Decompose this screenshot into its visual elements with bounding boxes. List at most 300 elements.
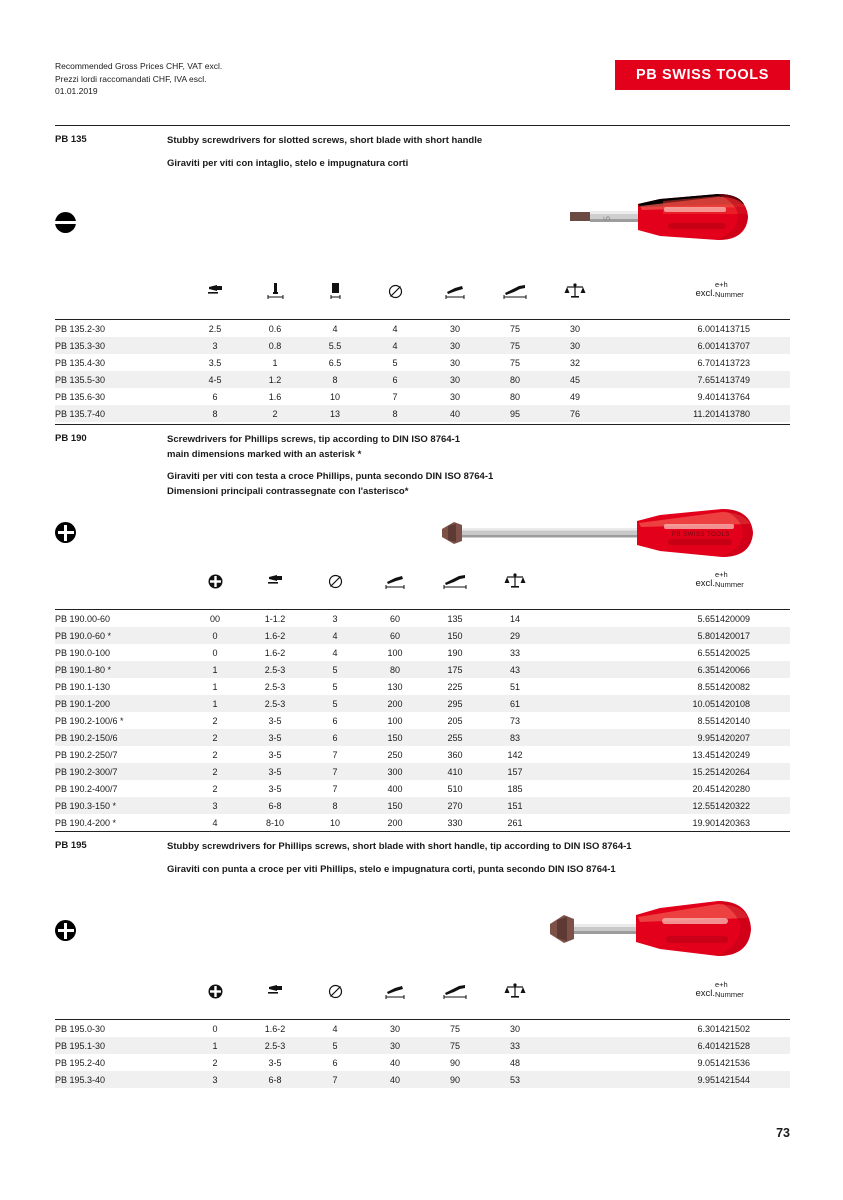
cell-price: 9.95 bbox=[697, 732, 715, 743]
cell-article: 1420066 bbox=[715, 664, 751, 675]
cell-name: PB 135.3-30 bbox=[55, 340, 106, 351]
cell-name: PB 190.2-250/7 bbox=[55, 749, 118, 760]
table-row bbox=[55, 712, 790, 729]
section-heading bbox=[55, 425, 790, 499]
cell-c2: 1.6 bbox=[268, 391, 282, 402]
spec-table-pb-190 bbox=[55, 555, 790, 831]
table-row bbox=[55, 627, 790, 644]
cell-c5: 360 bbox=[447, 749, 463, 760]
col-icon-total-length bbox=[425, 965, 485, 1002]
cell-c3: 4 bbox=[332, 323, 338, 334]
col-icon-diameter bbox=[365, 265, 425, 302]
cell-c3: 5 bbox=[332, 698, 338, 709]
section-pb-190 bbox=[55, 424, 790, 499]
cell-c5: 295 bbox=[447, 698, 463, 709]
cell-c5: 330 bbox=[447, 817, 463, 828]
cell-c1: 6 bbox=[212, 391, 218, 402]
cell-c2: 0.6 bbox=[268, 323, 282, 334]
cell-price: 9.40 bbox=[697, 391, 715, 402]
price-notice-line-en: Recommended Gross Prices CHF, VAT excl. bbox=[55, 61, 223, 71]
cell-name: PB 190.2-100/6 * bbox=[55, 715, 124, 726]
cell-c1: 2 bbox=[212, 766, 218, 777]
cell-c6: 48 bbox=[509, 1057, 520, 1068]
table-row bbox=[55, 729, 790, 746]
cell-price: 8.55 bbox=[697, 681, 715, 692]
cell-c2: 2.5-3 bbox=[264, 1040, 286, 1051]
cell-name: PB 195.0-30 bbox=[55, 1023, 106, 1034]
cell-c6: 80 bbox=[509, 374, 520, 385]
cell-c7: 45 bbox=[569, 374, 580, 385]
col-icon-blade-length bbox=[365, 555, 425, 592]
cell-c2: 1.6-2 bbox=[264, 630, 286, 641]
cell-c2: 3-5 bbox=[268, 783, 282, 794]
spec-table-body-pb-190 bbox=[55, 610, 790, 832]
col-icon-blade-thickness bbox=[305, 265, 365, 302]
cell-c3: 7 bbox=[332, 783, 338, 794]
article-label-line1: e+h bbox=[715, 980, 728, 989]
cell-c5: 40 bbox=[449, 408, 460, 419]
cell-c1: 3.5 bbox=[208, 357, 222, 368]
cell-name: PB 190.2-300/7 bbox=[55, 766, 118, 777]
cell-article: 1413749 bbox=[715, 374, 751, 385]
section-heading bbox=[55, 832, 790, 877]
cell-c1: 3 bbox=[212, 1074, 218, 1085]
col-icon-total-length bbox=[425, 555, 485, 592]
svg-text:PB SWISS TOOLS: PB SWISS TOOLS bbox=[672, 532, 730, 538]
cell-c2: 6-8 bbox=[268, 1074, 282, 1085]
table-row bbox=[55, 1054, 790, 1071]
col-icon-phillips-size bbox=[185, 965, 245, 1002]
cell-c3: 10 bbox=[329, 391, 340, 402]
cell-c3: 7 bbox=[332, 1074, 338, 1085]
cell-c3: 4 bbox=[332, 647, 338, 658]
cell-name: PB 135.5-30 bbox=[55, 374, 106, 385]
cell-c2: 2.5-3 bbox=[264, 681, 286, 692]
cell-c1: 0 bbox=[212, 630, 218, 641]
cell-name: PB 190.1-80 * bbox=[55, 664, 112, 675]
cell-c1: 4-5 bbox=[208, 374, 222, 385]
cell-c3: 8 bbox=[332, 800, 338, 811]
cell-c1: 1 bbox=[212, 681, 218, 692]
cell-price: 12.55 bbox=[692, 800, 715, 811]
cell-c1: 4 bbox=[212, 817, 218, 828]
cell-c2: 3-5 bbox=[268, 732, 282, 743]
cell-c4: 4 bbox=[392, 340, 398, 351]
cell-c3: 13 bbox=[329, 408, 340, 419]
cell-price: 20.45 bbox=[692, 783, 715, 794]
cell-article: 1420025 bbox=[715, 647, 751, 658]
article-label-line2: Nummer bbox=[715, 289, 744, 299]
cell-c3: 4 bbox=[332, 1023, 338, 1034]
cell-price: 8.55 bbox=[697, 715, 715, 726]
cell-c1: 8 bbox=[212, 408, 218, 419]
cell-name: PB 195.1-30 bbox=[55, 1040, 106, 1051]
cell-c1: 3 bbox=[212, 340, 218, 351]
cell-c5: 205 bbox=[447, 715, 463, 726]
cell-c1: 2 bbox=[212, 749, 218, 760]
cell-c5: 190 bbox=[447, 647, 463, 658]
cell-c4: 40 bbox=[389, 1074, 400, 1085]
col-icon-weight bbox=[545, 265, 605, 302]
section-title-it: Giraviti per viti con intaglio, stelo e impugnatura corti bbox=[167, 157, 409, 169]
cell-c4: 200 bbox=[387, 698, 403, 709]
cell-c2: 3-5 bbox=[268, 1057, 282, 1068]
cell-c4: 30 bbox=[389, 1023, 400, 1034]
cell-c1: 2 bbox=[212, 783, 218, 794]
cell-name: PB 190.4-200 * bbox=[55, 817, 117, 828]
cell-c1: 1 bbox=[212, 1040, 218, 1051]
cell-c3: 6 bbox=[332, 715, 338, 726]
cell-c5: 30 bbox=[449, 357, 460, 368]
cell-c5: 30 bbox=[449, 374, 460, 385]
col-icon-weight bbox=[485, 965, 545, 1002]
cell-c3: 6 bbox=[332, 732, 338, 743]
cell-c5: 150 bbox=[447, 630, 463, 641]
cell-c4: 80 bbox=[389, 664, 400, 675]
col-header-article bbox=[715, 265, 790, 302]
cell-name: PB 195.2-40 bbox=[55, 1057, 106, 1068]
cell-price: 6.00 bbox=[697, 340, 715, 351]
cell-c1: 2.5 bbox=[208, 323, 222, 334]
spec-table-body-pb-135 bbox=[55, 320, 790, 423]
col-icon-weight bbox=[485, 555, 545, 592]
cell-c5: 90 bbox=[449, 1057, 460, 1068]
section-code: PB 135 bbox=[55, 134, 87, 145]
cell-article: 1420009 bbox=[715, 613, 751, 624]
cell-c5: 410 bbox=[447, 766, 463, 777]
cell-price: 11.20 bbox=[693, 408, 715, 419]
section-pb-135 bbox=[55, 125, 790, 171]
cell-c6: 151 bbox=[507, 800, 523, 811]
cell-c6: 33 bbox=[509, 647, 520, 658]
cell-c2: 2.5-3 bbox=[264, 664, 286, 675]
cell-c6: 73 bbox=[509, 715, 520, 726]
cell-name: PB 190.0-60 * bbox=[55, 630, 112, 641]
price-notice-date: 01.01.2019 bbox=[55, 86, 98, 96]
cell-article: 1420280 bbox=[715, 783, 751, 794]
article-label-line2: Nummer bbox=[715, 579, 744, 589]
cell-c4: 60 bbox=[389, 630, 400, 641]
section-pb-195 bbox=[55, 831, 790, 877]
col-icon-blade-width bbox=[245, 265, 305, 302]
cell-article: 1420322 bbox=[715, 800, 751, 811]
cell-price: 5.65 bbox=[697, 613, 715, 624]
cell-c6: 75 bbox=[509, 357, 520, 368]
table-row bbox=[55, 780, 790, 797]
cell-article: 1421544 bbox=[715, 1074, 751, 1085]
article-label-line1: e+h bbox=[715, 280, 728, 289]
col-icon-diameter bbox=[305, 965, 365, 1002]
table-row bbox=[55, 746, 790, 763]
section-heading bbox=[55, 126, 790, 171]
cell-c6: 61 bbox=[509, 698, 520, 709]
cell-c5: 30 bbox=[449, 391, 460, 402]
cell-c3: 6 bbox=[332, 1057, 338, 1068]
table-row bbox=[55, 1037, 790, 1054]
cell-c6: 157 bbox=[507, 766, 523, 777]
cell-c7: 30 bbox=[569, 323, 580, 334]
table-row bbox=[55, 797, 790, 814]
col-icon-total-length bbox=[485, 265, 545, 302]
cell-c4: 8 bbox=[392, 408, 398, 419]
price-notice-line-it: Prezzi lordi raccomandati CHF, IVA escl. bbox=[55, 73, 207, 84]
cell-c3: 8 bbox=[332, 374, 338, 385]
cell-article: 1420249 bbox=[715, 749, 751, 760]
section-title-en: Stubby screwdrivers for slotted screws, short blade with short handle bbox=[167, 135, 483, 146]
cell-article: 1420108 bbox=[715, 698, 751, 709]
cell-c6: 75 bbox=[509, 323, 520, 334]
col-icon-phillips-size bbox=[185, 555, 245, 592]
cell-c2: 1 bbox=[272, 357, 278, 368]
cell-c5: 75 bbox=[449, 1023, 460, 1034]
cell-c3: 5.5 bbox=[328, 340, 342, 351]
cell-c6: 95 bbox=[509, 408, 520, 419]
cell-c5: 30 bbox=[449, 340, 460, 351]
cell-c2: 1.6-2 bbox=[264, 647, 286, 658]
article-label-line2: Nummer bbox=[715, 989, 744, 999]
section-title-it: Giraviti con punta a croce per viti Phillips, stelo e impugnatura corti, punta secondo DIN ISO 8764-1 bbox=[167, 863, 616, 875]
cell-name: PB 135.4-30 bbox=[55, 357, 106, 368]
cell-price: 6.35 bbox=[697, 664, 715, 675]
table-row bbox=[55, 814, 790, 831]
cell-c1: 0 bbox=[212, 647, 218, 658]
col-icon-diameter bbox=[305, 555, 365, 592]
cell-article: 1413764 bbox=[715, 391, 751, 402]
cell-c1: 3 bbox=[212, 800, 218, 811]
cell-c3: 10 bbox=[329, 817, 340, 828]
cell-c3: 4 bbox=[332, 630, 338, 641]
cell-name: PB 190.2-150/6 bbox=[55, 732, 118, 743]
cell-c4: 40 bbox=[389, 1057, 400, 1068]
cell-article: 1421528 bbox=[715, 1040, 751, 1051]
cell-name: PB 190.3-150 * bbox=[55, 800, 117, 811]
cell-c4: 300 bbox=[387, 766, 403, 777]
cell-c4: 200 bbox=[387, 817, 403, 828]
cell-c4: 100 bbox=[387, 647, 403, 658]
cell-c6: 53 bbox=[509, 1074, 520, 1085]
cell-c3: 3 bbox=[332, 613, 338, 624]
table-row bbox=[55, 354, 790, 371]
cell-c4: 150 bbox=[387, 732, 403, 743]
cell-price: 15.25 bbox=[692, 766, 715, 777]
cell-c1: 1 bbox=[212, 664, 218, 675]
table-row bbox=[55, 405, 790, 422]
brand-logo bbox=[615, 60, 790, 90]
cell-c6: 261 bbox=[507, 817, 523, 828]
cell-price: 5.80 bbox=[697, 630, 715, 641]
table-row bbox=[55, 678, 790, 695]
cell-name: PB 190.1-200 bbox=[55, 698, 111, 709]
cell-c2: 8-10 bbox=[265, 817, 284, 828]
cell-c4: 250 bbox=[387, 749, 403, 760]
cell-c5: 175 bbox=[447, 664, 463, 675]
col-icon-blade-length bbox=[425, 265, 485, 302]
section-code: PB 190 bbox=[55, 433, 87, 444]
table-row bbox=[55, 388, 790, 405]
cell-c6: 30 bbox=[509, 1023, 520, 1034]
phillips-drive-icon bbox=[55, 522, 76, 543]
cell-article: 1420363 bbox=[715, 817, 751, 828]
section-title-it: Giraviti per viti con testa a croce Phillips, punta secondo DIN ISO 8764-1 bbox=[167, 471, 494, 482]
table-row bbox=[55, 1071, 790, 1088]
section-code: PB 195 bbox=[55, 840, 87, 851]
spec-table-body-pb-195 bbox=[55, 1020, 790, 1089]
cell-article: 1421536 bbox=[715, 1057, 751, 1068]
cell-c4: 4 bbox=[392, 323, 398, 334]
cell-article: 1421502 bbox=[715, 1023, 751, 1034]
col-header-price: excl. bbox=[695, 578, 715, 589]
cell-c5: 225 bbox=[447, 681, 463, 692]
cell-c5: 255 bbox=[447, 732, 463, 743]
cell-c1: 2 bbox=[212, 732, 218, 743]
section-titles bbox=[167, 840, 632, 877]
col-icon-screw-head bbox=[245, 555, 305, 592]
cell-c6: 83 bbox=[509, 732, 520, 743]
col-header-price: excl. bbox=[695, 288, 715, 299]
page-number: 73 bbox=[776, 1126, 790, 1140]
cell-c4: 130 bbox=[387, 681, 403, 692]
cell-c2: 1-1.2 bbox=[264, 613, 286, 624]
cell-price: 10.05 bbox=[692, 698, 715, 709]
cell-c3: 7 bbox=[332, 766, 338, 777]
cell-c7: 32 bbox=[569, 357, 580, 368]
col-header-article bbox=[715, 965, 790, 1002]
cell-c5: 90 bbox=[449, 1074, 460, 1085]
cell-article: 1420140 bbox=[715, 715, 751, 726]
col-icon-screw-head bbox=[245, 965, 305, 1002]
cell-c3: 7 bbox=[332, 749, 338, 760]
cell-c3: 5 bbox=[332, 664, 338, 675]
cell-c7: 49 bbox=[569, 391, 580, 402]
cell-c3: 6.5 bbox=[328, 357, 342, 368]
cell-article: 1413715 bbox=[715, 323, 751, 334]
cell-c5: 510 bbox=[447, 783, 463, 794]
cell-price: 19.90 bbox=[692, 817, 715, 828]
cell-c4: 60 bbox=[389, 613, 400, 624]
cell-c3: 5 bbox=[332, 681, 338, 692]
cell-c2: 3-5 bbox=[268, 715, 282, 726]
cell-c6: 80 bbox=[509, 391, 520, 402]
cell-price: 6.40 bbox=[697, 1040, 715, 1051]
product-image-pb-195 bbox=[548, 898, 753, 964]
col-icon-blade-length bbox=[365, 965, 425, 1002]
cell-article: 1420082 bbox=[715, 681, 751, 692]
cell-name: PB 135.2-30 bbox=[55, 323, 106, 334]
cell-c4: 400 bbox=[387, 783, 403, 794]
cell-article: 1413723 bbox=[715, 357, 751, 368]
cell-c2: 6-8 bbox=[268, 800, 282, 811]
cell-c6: 75 bbox=[509, 340, 520, 351]
svg-text:5: 5 bbox=[602, 215, 612, 221]
cell-article: 1413780 bbox=[715, 408, 751, 419]
cell-price: 6.55 bbox=[697, 647, 715, 658]
page-header bbox=[55, 60, 790, 98]
cell-name: PB 135.7-40 bbox=[55, 408, 106, 419]
cell-c6: 185 bbox=[507, 783, 523, 794]
cell-c7: 30 bbox=[569, 340, 580, 351]
cell-c2: 1.2 bbox=[268, 374, 282, 385]
cell-price: 6.70 bbox=[697, 357, 715, 368]
cell-c6: 33 bbox=[509, 1040, 520, 1051]
cell-name: PB 195.3-40 bbox=[55, 1074, 106, 1085]
cell-name: PB 190.0-100 bbox=[55, 647, 111, 658]
cell-c2: 1.6-2 bbox=[264, 1023, 286, 1034]
cell-c3: 5 bbox=[332, 1040, 338, 1051]
cell-price: 9.05 bbox=[697, 1057, 715, 1068]
cell-price: 9.95 bbox=[697, 1074, 715, 1085]
section-title-en: Screwdrivers for Phillips screws, tip according to DIN ISO 8764-1 bbox=[167, 434, 461, 445]
cell-name: PB 190.2-400/7 bbox=[55, 783, 118, 794]
table-row bbox=[55, 644, 790, 661]
table-row bbox=[55, 371, 790, 388]
cell-c1: 2 bbox=[212, 1057, 218, 1068]
spec-table-pb-135 bbox=[55, 265, 790, 422]
cell-c2: 2 bbox=[272, 408, 278, 419]
product-image-pb-135 bbox=[568, 190, 753, 252]
cell-c6: 43 bbox=[509, 664, 520, 675]
section-title-en: Stubby screwdrivers for Phillips screws, short blade with short handle, tip according to DIN ISO 8764-1 bbox=[167, 841, 632, 852]
cell-article: 1420264 bbox=[715, 766, 751, 777]
cell-c2: 3-5 bbox=[268, 766, 282, 777]
table-row bbox=[55, 695, 790, 712]
cell-price: 6.00 bbox=[697, 323, 715, 334]
col-header-price: excl. bbox=[695, 988, 715, 999]
table-row bbox=[55, 763, 790, 780]
cell-c6: 51 bbox=[509, 681, 520, 692]
cell-c4: 5 bbox=[392, 357, 398, 368]
cell-name: PB 190.1-130 bbox=[55, 681, 111, 692]
cell-price: 7.65 bbox=[697, 374, 715, 385]
cell-c1: 00 bbox=[209, 613, 220, 624]
table-row bbox=[55, 661, 790, 678]
section-titles bbox=[167, 433, 493, 499]
cell-c4: 150 bbox=[387, 800, 403, 811]
table-row bbox=[55, 320, 790, 338]
cell-c2: 0.8 bbox=[268, 340, 282, 351]
cell-c6: 14 bbox=[509, 613, 520, 624]
cell-c5: 270 bbox=[447, 800, 463, 811]
table-row bbox=[55, 337, 790, 354]
cell-c1: 2 bbox=[212, 715, 218, 726]
cell-c5: 135 bbox=[447, 613, 463, 624]
cell-article: 1413707 bbox=[715, 340, 751, 351]
cell-c1: 0 bbox=[212, 1023, 218, 1034]
cell-c5: 75 bbox=[449, 1040, 460, 1051]
cell-c2: 2.5-3 bbox=[264, 698, 286, 709]
spec-table-pb-195 bbox=[55, 965, 790, 1088]
cell-c4: 30 bbox=[389, 1040, 400, 1051]
slotted-drive-icon bbox=[55, 212, 76, 233]
cell-c1: 1 bbox=[212, 698, 218, 709]
table-row bbox=[55, 1020, 790, 1038]
cell-c4: 6 bbox=[392, 374, 398, 385]
cell-c7: 76 bbox=[569, 408, 580, 419]
cell-c5: 30 bbox=[449, 323, 460, 334]
cell-name: PB 135.6-30 bbox=[55, 391, 106, 402]
cell-c6: 29 bbox=[509, 630, 520, 641]
cell-price: 6.30 bbox=[697, 1023, 715, 1034]
price-notice bbox=[55, 60, 222, 98]
cell-c6: 142 bbox=[507, 749, 523, 760]
cell-c2: 3-5 bbox=[268, 749, 282, 760]
cell-name: PB 190.00-60 bbox=[55, 613, 111, 624]
cell-c4: 100 bbox=[387, 715, 403, 726]
article-label-line1: e+h bbox=[715, 570, 728, 579]
section-titles bbox=[167, 134, 482, 171]
phillips-drive-icon bbox=[55, 920, 76, 941]
cell-c4: 7 bbox=[392, 391, 398, 402]
brand-logo-text: PB SWISS TOOLS bbox=[635, 67, 769, 83]
